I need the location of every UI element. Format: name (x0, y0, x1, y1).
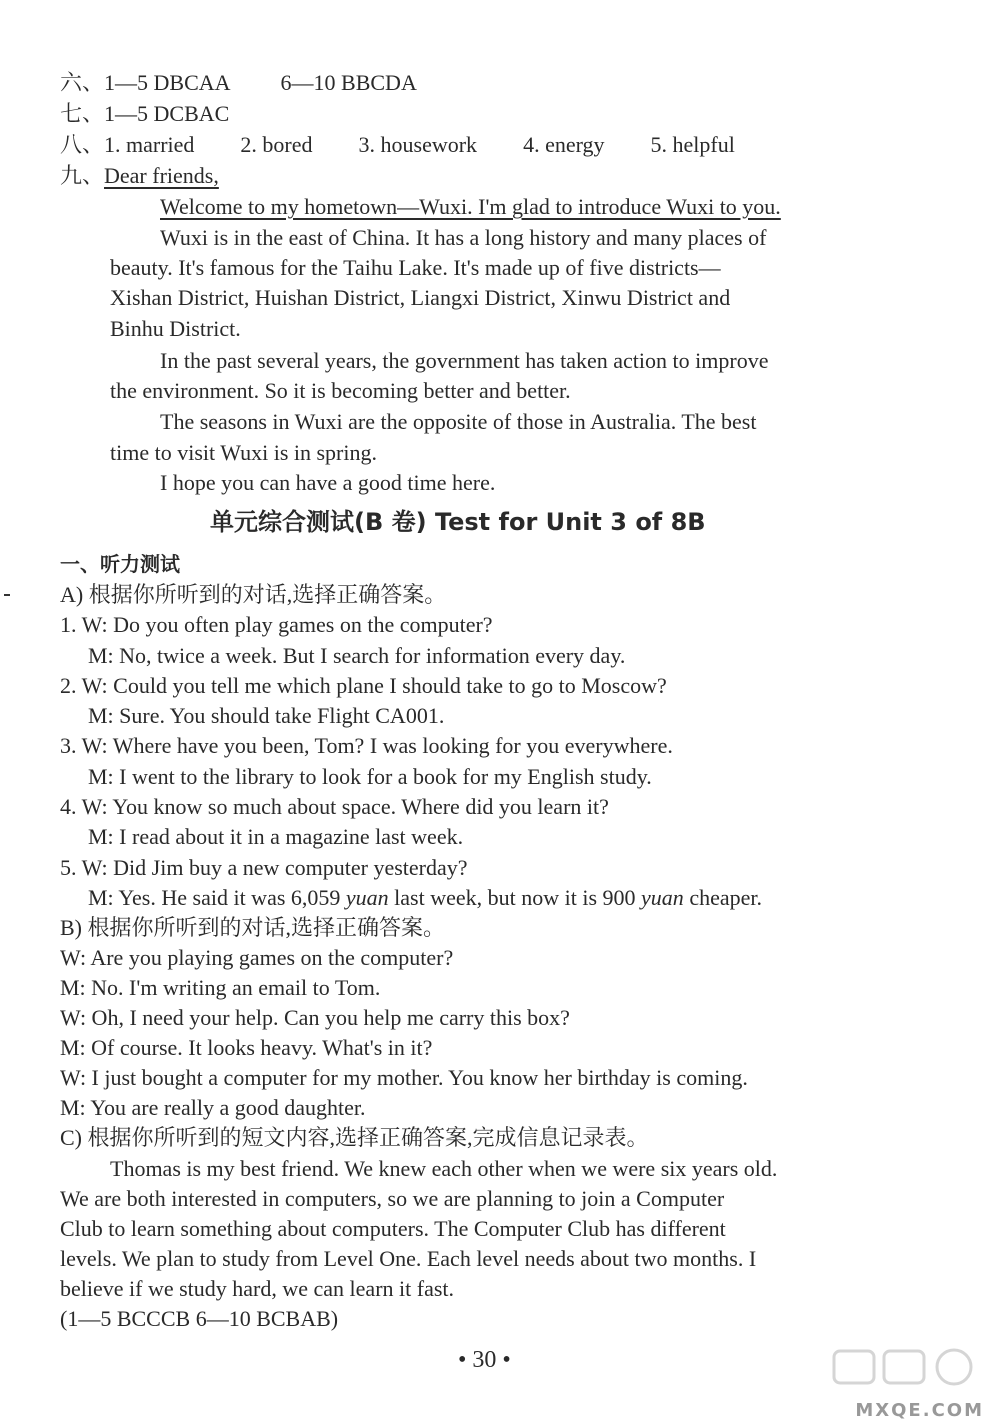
answer-6-part-a: 1—5 DBCAA (104, 70, 231, 95)
dialogue-line: M: I read about it in a magazine last week. (88, 824, 464, 849)
answer-9 (60, 161, 219, 191)
currency-word: yuan (345, 885, 389, 910)
page-number: • 30 • (458, 1347, 511, 1373)
essay-line: Xishan District, Huishan District, Liangxi District, Xinwu District and (110, 285, 731, 310)
instruction-c: C) 根据你所听到的短文内容,选择正确答案,完成信息记录表。 (60, 1125, 649, 1150)
dialogue-line: M: Of course. It looks heavy. What's in it? (60, 1035, 433, 1060)
essay-greeting: Dear friends, (104, 163, 219, 188)
dialogue-line (88, 883, 762, 913)
part-heading: 一、听力测试 (60, 552, 180, 576)
currency-word: yuan (641, 885, 684, 910)
answer-8-item: 1. married (104, 132, 195, 157)
essay-line: In the past several years, the government has taken action to improve (160, 348, 769, 373)
dialogue-line: W: Oh, I need your help. Can you help me carry this box? (60, 1005, 570, 1030)
essay-line: The seasons in Wuxi are the opposite of those in Australia. The best (160, 409, 757, 434)
dialogue-text: M: Yes. He said it was 6,059 (88, 885, 346, 910)
answer-6 (60, 68, 417, 98)
passage-line: levels. We plan to study from Level One. Each level needs about two months. I (60, 1246, 757, 1271)
answer-8 (60, 130, 735, 160)
watermark-text: MXQE.COM (855, 1400, 984, 1421)
answer-7-part-a: 1—5 DCBAC (104, 101, 230, 126)
dialogue-line: 5. W: Did Jim buy a new computer yesterday? (60, 855, 468, 880)
instruction-a: A) 根据你所听到的对话,选择正确答案。 (60, 582, 447, 607)
dialogue-line: 1. W: Do you often play games on the computer? (60, 612, 493, 637)
passage-line: Thomas is my best friend. We knew each other when we were six years old. (110, 1156, 778, 1181)
passage-line: believe if we study hard, we can learn it fast. (60, 1276, 455, 1301)
passage-line: We are both interested in computers, so we are planning to join a Computer (60, 1186, 725, 1211)
essay-line: Binhu District. (110, 316, 241, 341)
answer-7-num: 七、 (60, 101, 105, 126)
answer-key: (1—5 BCCCB 6—10 BCBAB) (60, 1306, 339, 1331)
section-title: 单元综合测试(B 卷) Test for Unit 3 of 8B (210, 508, 706, 536)
answer-8-item: 5. helpful (650, 132, 735, 157)
passage-line: Club to learn something about computers. The Computer Club has different (60, 1216, 726, 1241)
dialogue-line: W: I just bought a computer for my mother. You know her birthday is coming. (60, 1065, 748, 1090)
answer-6-num: 六、 (60, 70, 105, 95)
answer-8-num: 八、 (60, 132, 105, 157)
essay-line: Wuxi is in the east of China. It has a long history and many places of (160, 225, 767, 250)
essay-line: time to visit Wuxi is in spring. (110, 440, 377, 465)
instruction-b: B) 根据你所听到的对话,选择正确答案。 (60, 915, 446, 940)
dialogue-text: cheaper. (683, 885, 762, 910)
essay-line: Welcome to my hometown—Wuxi. I'm glad to introduce Wuxi to you. (160, 194, 781, 219)
dialogue-line: M: You are really a good daughter. (60, 1095, 366, 1120)
essay-line: beauty. It's famous for the Taihu Lake. It's made up of five districts— (110, 255, 721, 280)
dialogue-line: W: Are you playing games on the computer? (60, 945, 454, 970)
dialogue-line: M: Sure. You should take Flight CA001. (88, 703, 445, 728)
dialogue-line: M: No, twice a week. But I search for information every day. (88, 643, 626, 668)
answer-8-item: 2. bored (240, 132, 313, 157)
margin-mark (4, 594, 10, 596)
dialogue-text: last week, but now it is 900 (388, 885, 642, 910)
answer-8-item: 3. housework (358, 132, 478, 157)
essay-line: the environment. So it is becoming better and better. (110, 378, 571, 403)
dialogue-line: 2. W: Could you tell me which plane I should take to go to Moscow? (60, 673, 667, 698)
dialogue-line: M: I went to the library to look for a book for my English study. (88, 764, 652, 789)
dialogue-line: 3. W: Where have you been, Tom? I was looking for you everywhere. (60, 733, 673, 758)
answer-9-num: 九、 (60, 163, 105, 188)
dialogue-line: 4. W: You know so much about space. Where did you learn it? (60, 794, 609, 819)
answer-7 (60, 99, 229, 129)
answer-8-item: 4. energy (523, 132, 605, 157)
essay-line: I hope you can have a good time here. (160, 470, 496, 495)
answer-6-part-b: 6—10 BBCDA (280, 70, 417, 95)
dialogue-line: M: No. I'm writing an email to Tom. (60, 975, 381, 1000)
